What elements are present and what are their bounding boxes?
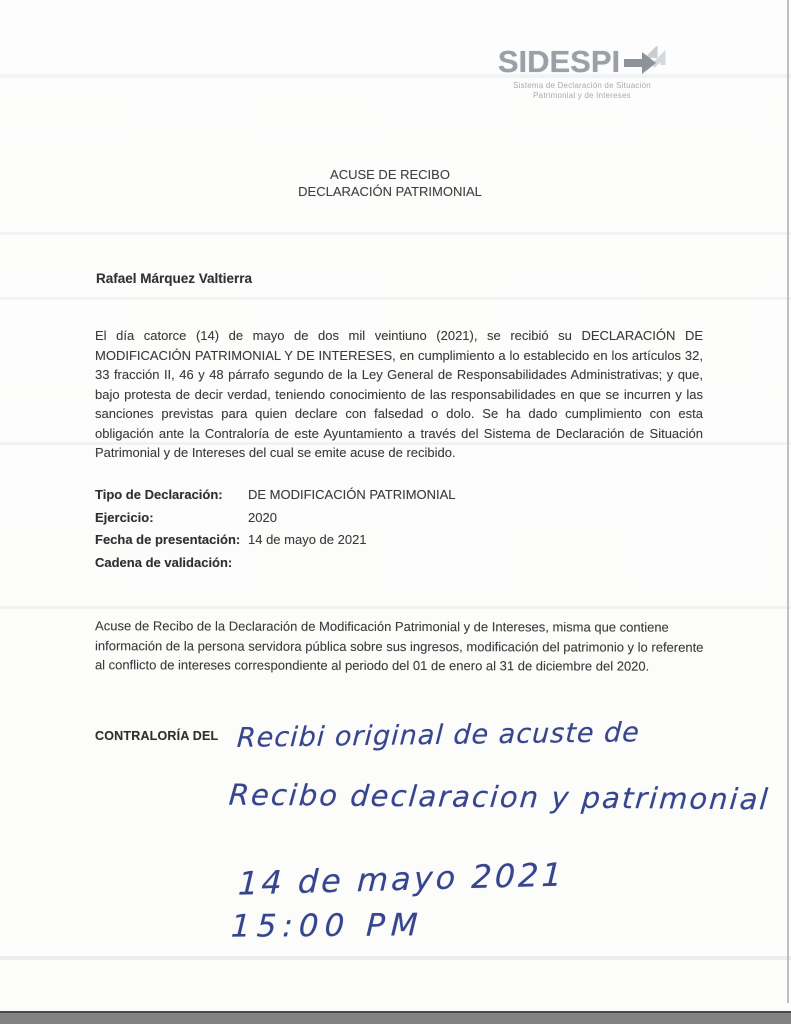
scan-streak bbox=[0, 606, 791, 609]
detail-label: Fecha de presentación: bbox=[95, 532, 241, 548]
handwritten-date: 14 de mayo 2021 bbox=[237, 855, 566, 903]
logo-tagline-line1: Sistema de Declaración de Situación bbox=[513, 81, 651, 90]
detail-label: Tipo de Declaración: bbox=[95, 487, 223, 502]
handwritten-note-line2: Recibo declaracion y patrimonial bbox=[227, 777, 771, 817]
logo-tagline-line2: Patrimonial y de Intereses bbox=[533, 91, 631, 100]
detail-value: 14 de mayo de 2021 bbox=[248, 532, 367, 548]
detail-label: Ejercicio: bbox=[95, 509, 154, 525]
scan-bottom-band bbox=[0, 1011, 791, 1024]
detail-row-cadena bbox=[95, 552, 655, 575]
title-line1: ACUSE DE RECIBO bbox=[330, 167, 450, 182]
document-title bbox=[10, 166, 770, 200]
handwritten-time: 15:00 PM bbox=[230, 907, 425, 945]
scan-streak bbox=[0, 297, 791, 300]
detail-label: Cadena de validación: bbox=[95, 554, 233, 570]
handwritten-note-line1: Recibi original de acuste de bbox=[236, 717, 641, 754]
scan-streak bbox=[0, 74, 791, 78]
logo-right-arrow-icon bbox=[622, 46, 666, 80]
sidespi-logo bbox=[493, 44, 671, 101]
declaration-details bbox=[95, 484, 655, 574]
detail-row-ejercicio bbox=[95, 507, 655, 530]
detail-row-fecha bbox=[95, 529, 655, 552]
body-paragraph-2: Acuse de Recibo de la Declaración de Modificación Patrimonial y de Intereses, misma que contiene información de la persona servidora pública sobre sus ingresos, modificación del patrimonio y lo referente al conflicto de intereses correspondiente al periodo del 01 de enero al 31 de diciembre del 2020. bbox=[94, 618, 704, 674]
detail-row-tipo bbox=[95, 484, 655, 507]
scan-streak bbox=[0, 956, 791, 960]
logo-tagline bbox=[493, 81, 671, 101]
detail-value: DE MODIFICACIÓN PATRIMONIAL bbox=[248, 487, 456, 502]
body-paragraph-1: El día catorce (14) de mayo de dos mil veintiuno (2021), se recibió su DECLARACIÓN DE MODIFICACIÓN PATRIMONIAL Y DE INTERESES, en cumplimiento a lo establecido en los artículos 32, 33 fracción II, 46 y 48 párrafo segundo de la Ley General de Responsabilidades Administrativas; y que, bajo protesta de decir verdad, teniendo conocimiento de las responsabilidades en que se incurren y las sanciones previstas para quien declare con falsedad o dolo. Se ha dado cumplimiento con esta obligación ante la Contraloría de este Ayuntamiento a través del Sistema de Declaración de Situación Patrimonial y de Intereses del cual se emite acuse de recibido. bbox=[95, 328, 703, 460]
contraloria-label: CONTRALORÍA DEL bbox=[95, 729, 219, 743]
logo-brand-text: SIDESPI bbox=[497, 44, 621, 79]
title-line2: DECLARACIÓN PATRIMONIAL bbox=[298, 184, 482, 199]
detail-value: 2020 bbox=[248, 509, 277, 525]
scan-streak bbox=[0, 232, 791, 235]
scan-edge-line bbox=[787, 0, 789, 1003]
recipient-name: Rafael Márquez Valtierra bbox=[96, 271, 253, 286]
